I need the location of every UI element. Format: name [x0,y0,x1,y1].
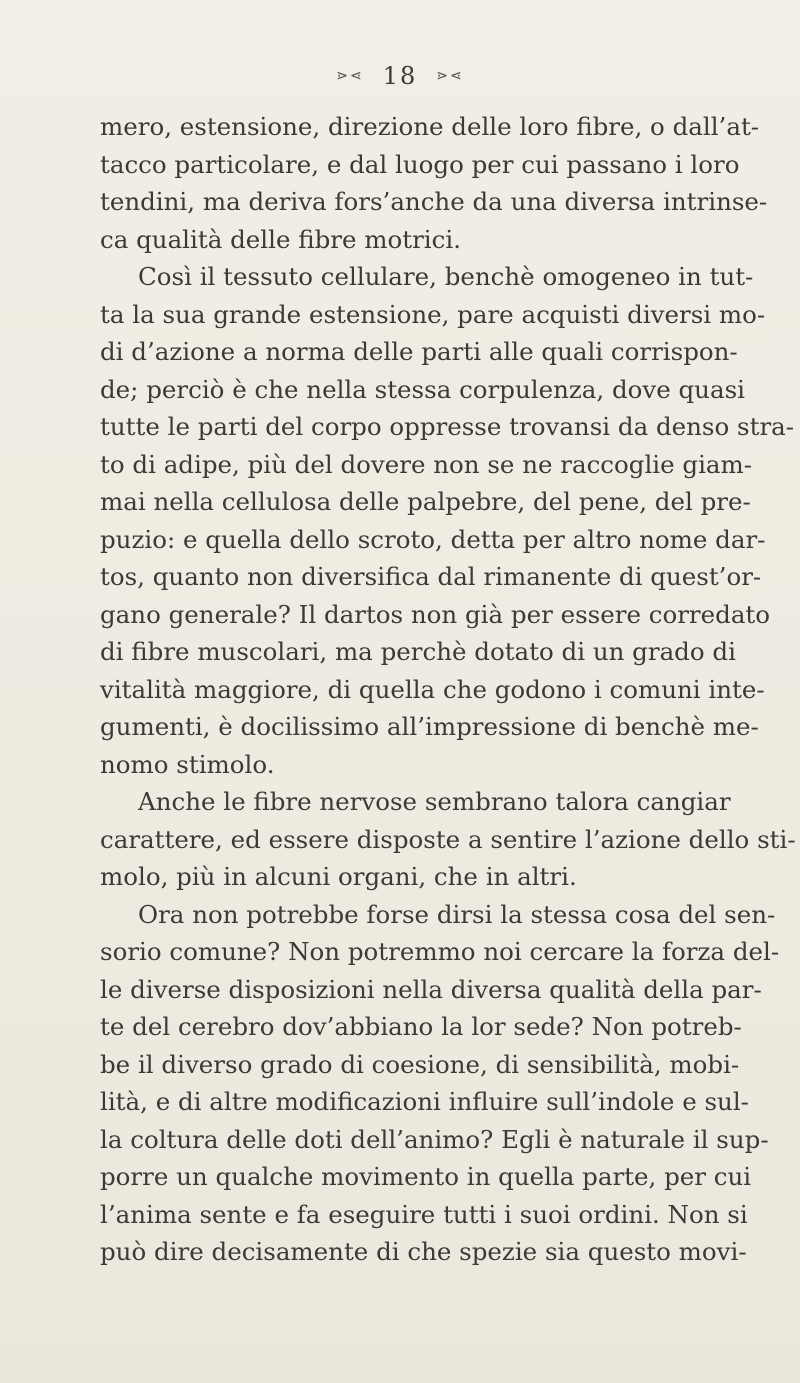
page-header [0,62,800,90]
text-line: Così il tessuto cellulare, benchè omogeneo in tut- [138,262,754,291]
text-line: la coltura delle doti dell’animo? Egli è naturale il sup- [100,1124,769,1154]
text-line: ta la sua grande estensione, pare acquisti diversi mo- [100,299,766,329]
text-line: mai nella cellulosa delle palpebre, del pene, del pre- [100,487,751,516]
text-line: gano generale? Il dartos non già per essere corredato [100,599,771,629]
text-line: molo, più in alcuni organi, che in altri. [100,862,577,891]
text-line: tacco particolare, e dal luogo per cui passano i loro [100,149,740,179]
left-ornament-icon: ⋗⋖ [336,68,364,84]
text-line: tos, quanto non diversifica dal rimanente di quest’or- [100,562,762,591]
text-line: porre un qualche movimento in quella parte, per cui [100,1162,752,1191]
text-line: può dire decisamente di che spezie sia questo movi- [100,1237,747,1266]
text-line: be il diverso grado di coesione, di sensibilità, mobi- [100,1049,740,1079]
text-line: gumenti, è docilissimo all’impressione di benchè me- [100,712,759,741]
text-line: ca qualità delle fibre motrici. [100,224,461,254]
text-line: carattere, ed essere disposte a sentire l’azione dello sti- [100,824,796,854]
text-line: nomo stimolo. [100,749,275,779]
text-line: l’anima sente e fa eseguire tutti i suoi ordini. Non si [100,1199,748,1229]
text-line: di fibre muscolari, ma perchè dotato di un grado di [100,637,736,666]
text-line: tendini, ma deriva fors’anche da una diversa intrinse- [100,187,768,216]
text-line: le diverse disposizioni nella diversa qualità della par- [100,974,762,1004]
text-line: di d’azione a norma delle parti alle quali corrispon- [100,337,738,366]
page-number: 18 [382,62,418,90]
text-line: tutte le parti del corpo oppresse trovansi da denso stra- [100,412,795,441]
text-line: Anche le fibre nervose sembrano talora cangiar [138,787,731,816]
text-line: lità, e di altre modificazioni influire sull’indole e sul- [100,1087,749,1116]
text-line: sorio comune? Non potremmo noi cercare la forza del- [100,937,780,966]
text-line: de; perciò è che nella stessa corpulenza, dove quasi [100,374,745,404]
right-ornament-icon: ⋗⋖ [436,68,464,84]
text-line: vitalità maggiore, di quella che godono i comuni inte- [100,674,765,704]
text-line: mero, estensione, direzione delle loro fibre, o dall’at- [100,112,760,141]
text-line: te del cerebro dov’abbiano la lor sede? Non potreb- [100,1012,742,1041]
text-line: puzio: e quella dello scroto, detta per altro nome dar- [100,524,766,554]
text-line: to di adipe, più del dovere non se ne raccoglie giam- [100,449,753,479]
body-text [100,108,796,1271]
text-line: Ora non potrebbe forse dirsi la stessa cosa del sen- [138,899,776,929]
